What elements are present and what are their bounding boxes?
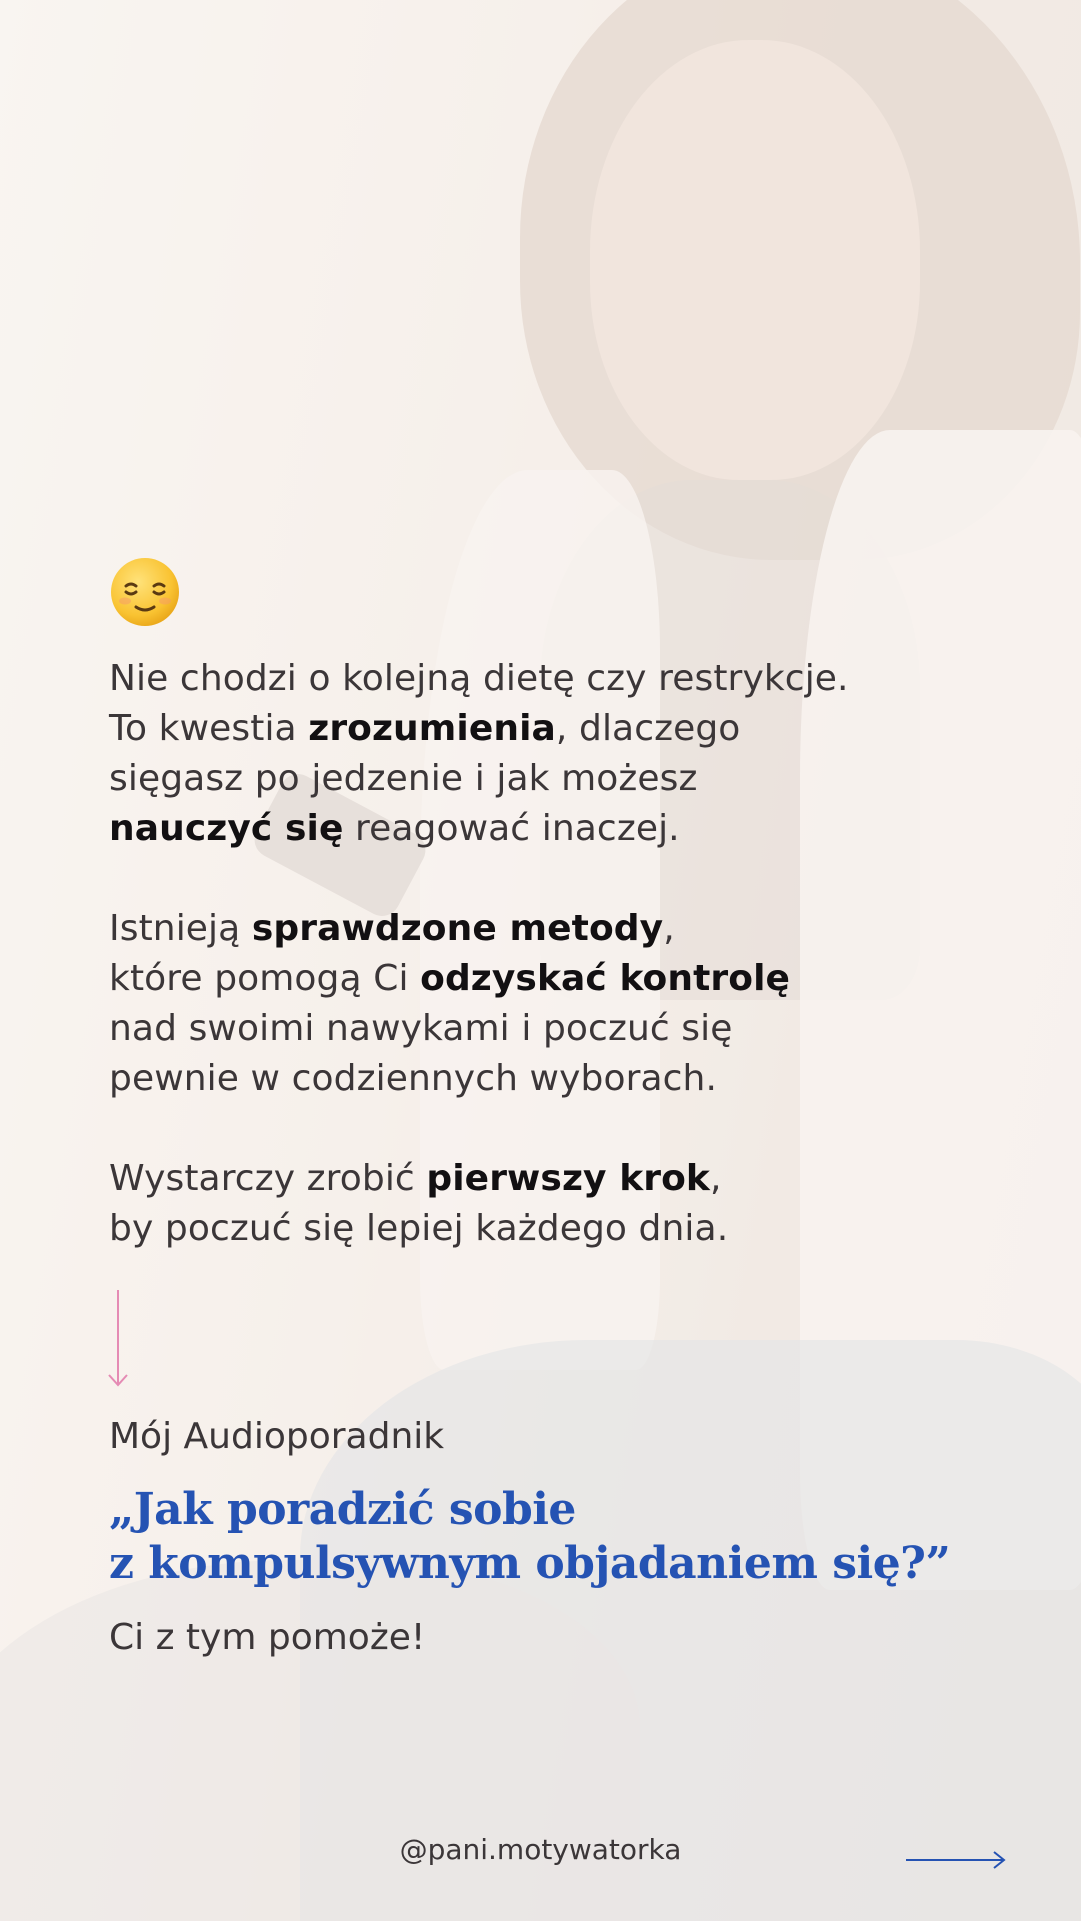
bold-phrase: zrozumienia	[308, 708, 556, 749]
relieved-face-emoji-icon	[109, 556, 181, 628]
text-line: reagować inaczej.	[343, 808, 680, 849]
bold-phrase: sprawdzone metody	[251, 908, 664, 949]
title-line: z kompulsywnym objadaniem się?”	[109, 1538, 951, 1589]
instagram-handle[interactable]: @pani.motywatorka	[399, 1833, 682, 1866]
text-line: Istnieją	[109, 908, 252, 949]
bold-phrase: pierwszy krok	[426, 1158, 710, 1199]
arrow-down-icon	[103, 1288, 133, 1388]
audioguide-intro: Mój Audioporadnik	[109, 1416, 445, 1457]
text-line: nad swoimi nawykami i poczuć się	[109, 1008, 733, 1049]
text-line: ,	[709, 1158, 722, 1199]
paragraph-methods	[109, 904, 790, 1104]
text-line: Nie chodzi o kolejną dietę czy restrykcje.	[109, 658, 849, 699]
text-line: ,	[663, 908, 675, 949]
paragraph-first-step	[109, 1154, 728, 1254]
text-line: pewnie w codziennych wyborach.	[109, 1058, 717, 1099]
text-line: Wystarczy zrobić	[109, 1158, 427, 1199]
audioguide-title	[109, 1483, 950, 1591]
bold-phrase: nauczyć się	[109, 808, 344, 849]
text-line: sięgasz po jedzenie i jak możesz	[109, 758, 698, 799]
bold-phrase: odzyskać kontrolę	[420, 958, 791, 999]
paragraph-intro	[109, 654, 849, 854]
title-line: „Jak poradzić sobie	[109, 1484, 576, 1535]
arrow-right-icon[interactable]	[904, 1848, 1008, 1872]
audioguide-outro: Ci z tym pomoże!	[109, 1617, 426, 1658]
text-line: To kwestia	[109, 708, 309, 749]
text-line: by poczuć się lepiej każdego dnia.	[109, 1208, 729, 1249]
text-line: , dlaczego	[555, 708, 741, 749]
text-line: które pomogą Ci	[109, 958, 421, 999]
